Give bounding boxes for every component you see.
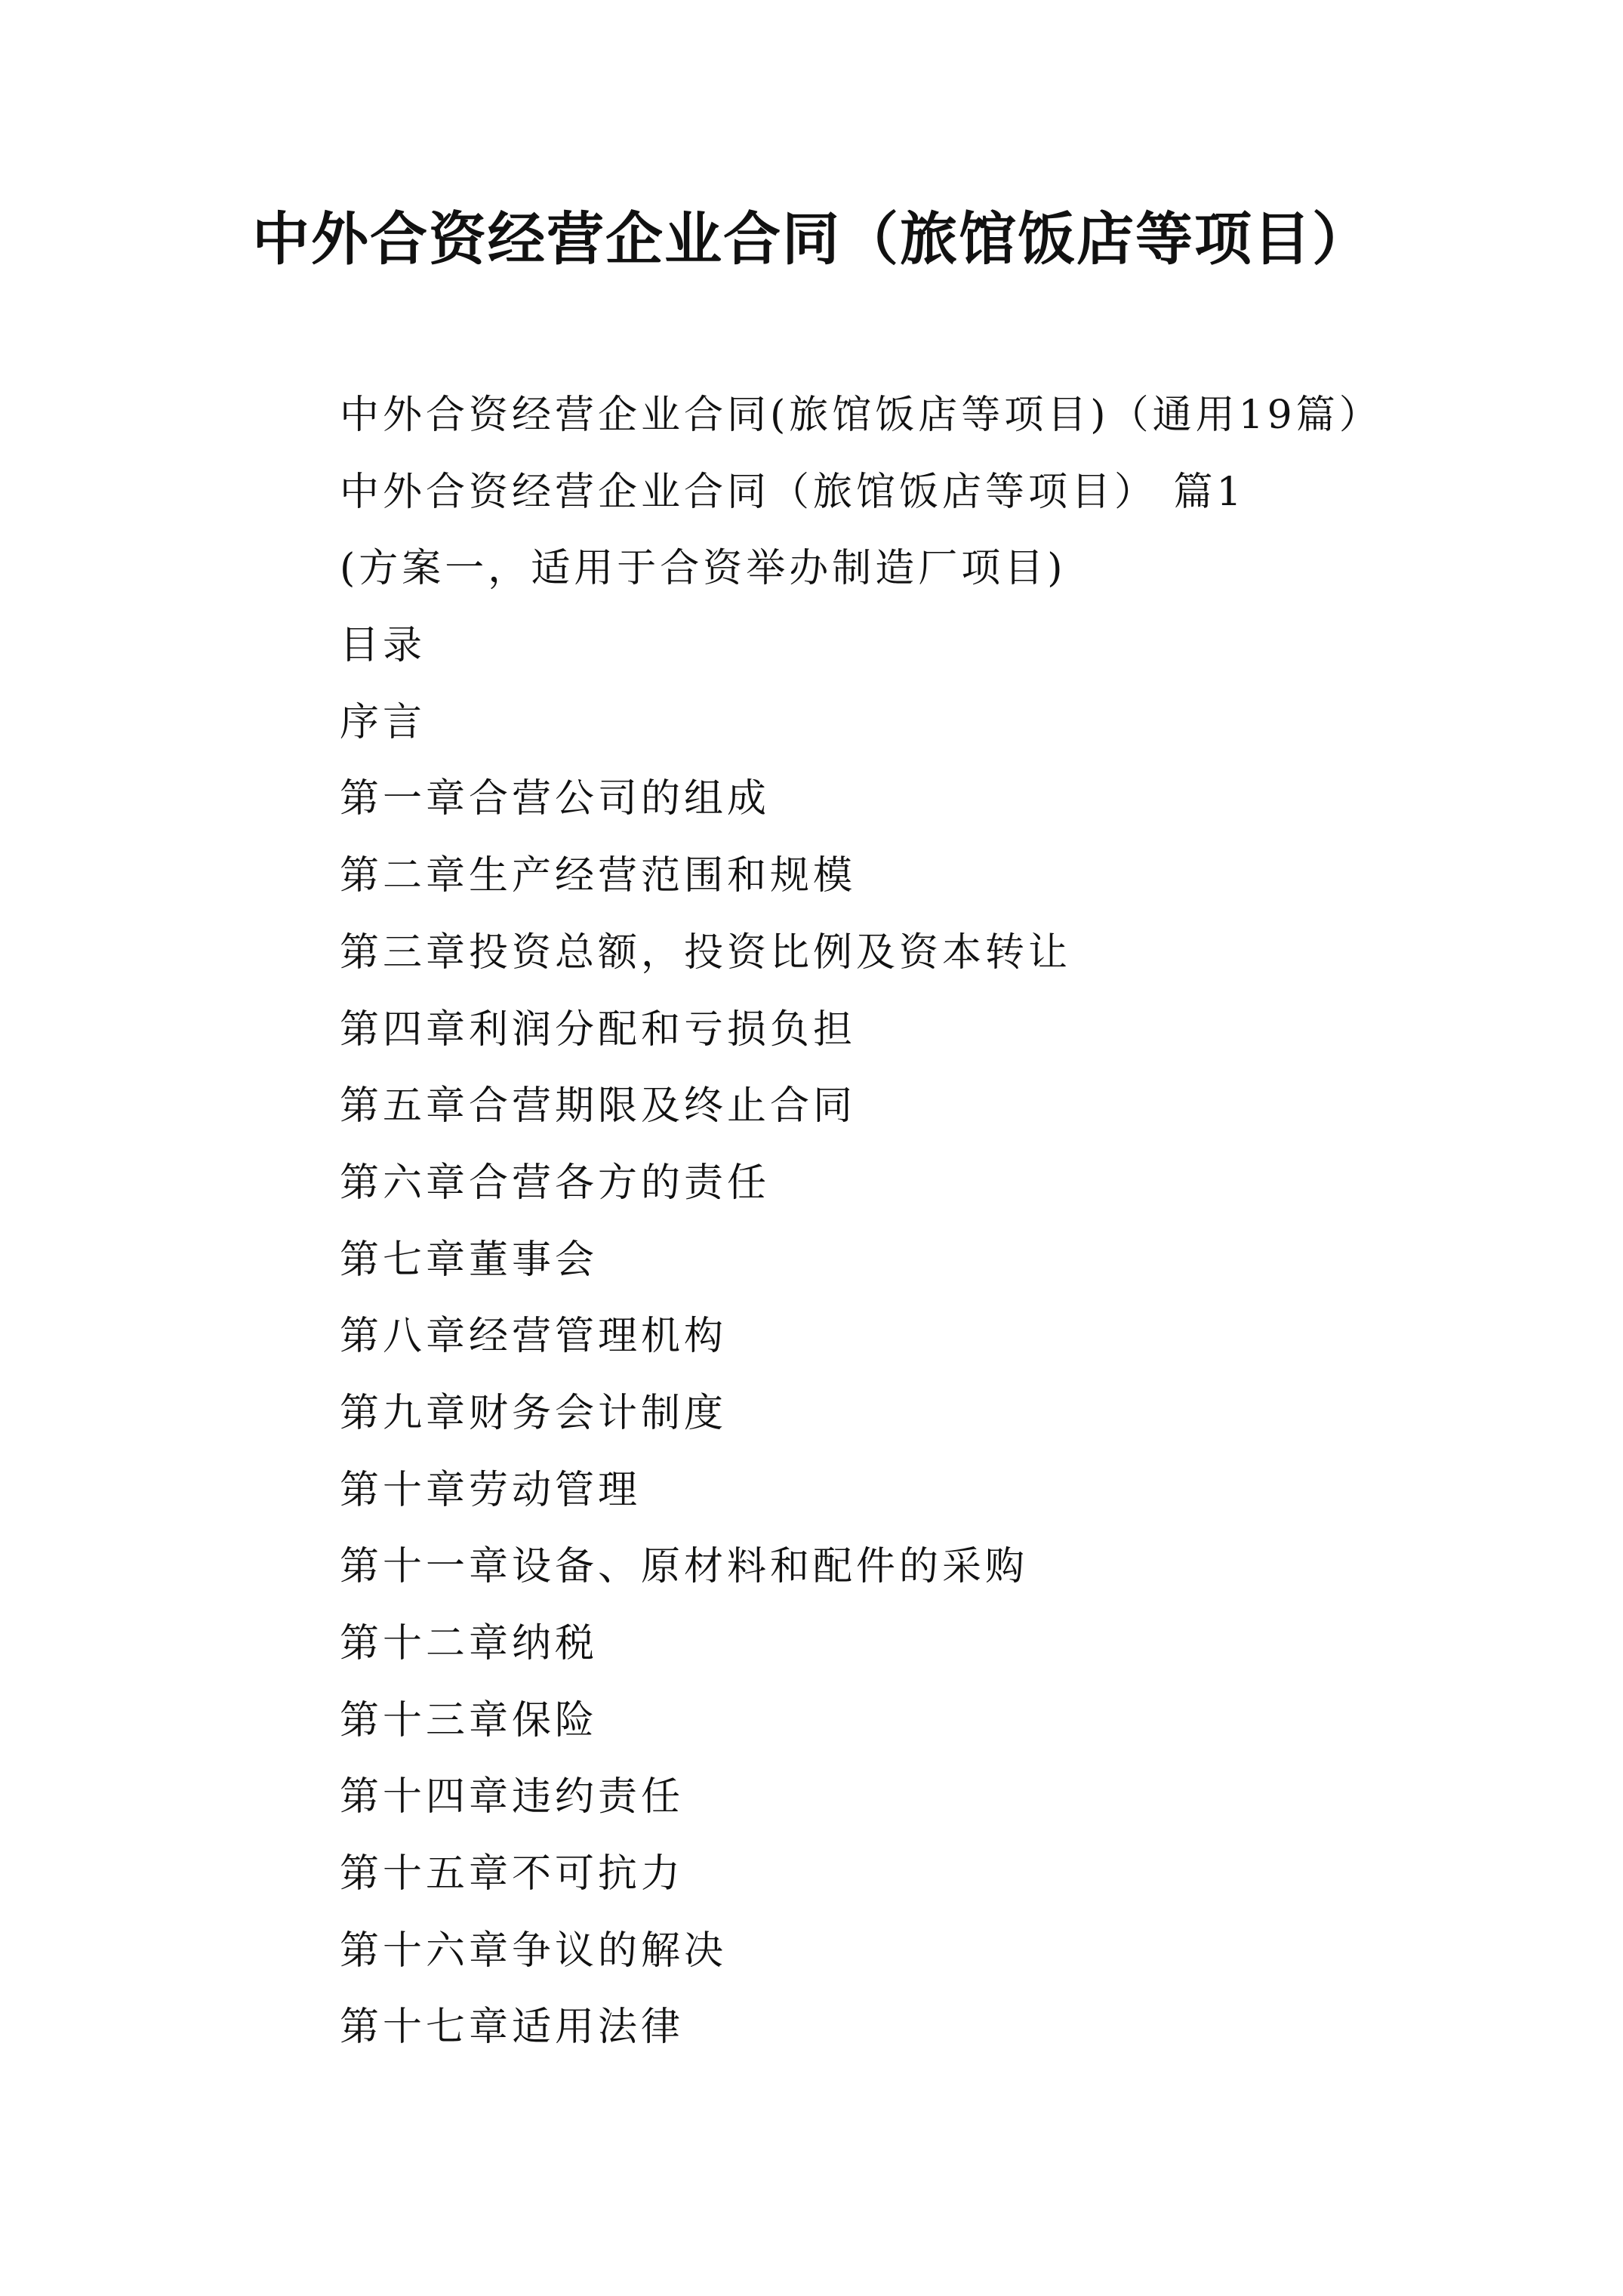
toc-item-chapter-2: 第二章生产经营范围和规模 (340, 853, 857, 899)
toc-item-chapter-10: 第十章劳动管理 (340, 1467, 642, 1513)
toc-item-chapter-15: 第十五章不可抗力 (340, 1851, 685, 1897)
toc-item-chapter-1: 第一章合营公司的组成 (340, 776, 771, 822)
toc-item-preface: 序言 (340, 699, 427, 745)
intro-line-scheme: (方案一，适用于合资举办制造厂项目) (340, 546, 1067, 592)
toc-item-chapter-13: 第十三章保险 (340, 1697, 599, 1743)
toc-item-chapter-7: 第七章董事会 (340, 1237, 599, 1283)
toc-item-chapter-12: 第十二章纳税 (340, 1621, 599, 1666)
toc-item-chapter-9: 第九章财务会计制度 (340, 1390, 728, 1436)
intro-line-collection: 中外合资经营企业合同(旅馆饭店等项目)（通用19篇） (340, 393, 1382, 438)
toc-item-chapter-8: 第八章经营管理机构 (340, 1314, 728, 1360)
document-body (340, 378, 1593, 2066)
toc-item-chapter-3: 第三章投资总额，投资比例及资本转让 (340, 929, 1072, 975)
toc-heading: 目录 (340, 623, 427, 669)
toc-item-chapter-14: 第十四章违约责任 (340, 1774, 685, 1820)
toc-item-chapter-4: 第四章利润分配和亏损负担 (340, 1006, 857, 1052)
toc-item-chapter-17: 第十七章适用法律 (340, 2005, 685, 2051)
toc-item-chapter-11: 第十一章设备、原材料和配件的采购 (340, 1544, 1029, 1590)
toc-item-chapter-6: 第六章合营各方的责任 (340, 1160, 771, 1206)
toc-item-chapter-5: 第五章合营期限及终止合同 (340, 1083, 857, 1130)
intro-line-article-1: 中外合资经营企业合同（旅馆饭店等项目） 篇1 (340, 469, 1246, 515)
toc-item-chapter-16: 第十六章争议的解决 (340, 1928, 728, 1974)
document-title: 中外合资经营企业合同（旅馆饭店等项目） (252, 205, 1371, 273)
